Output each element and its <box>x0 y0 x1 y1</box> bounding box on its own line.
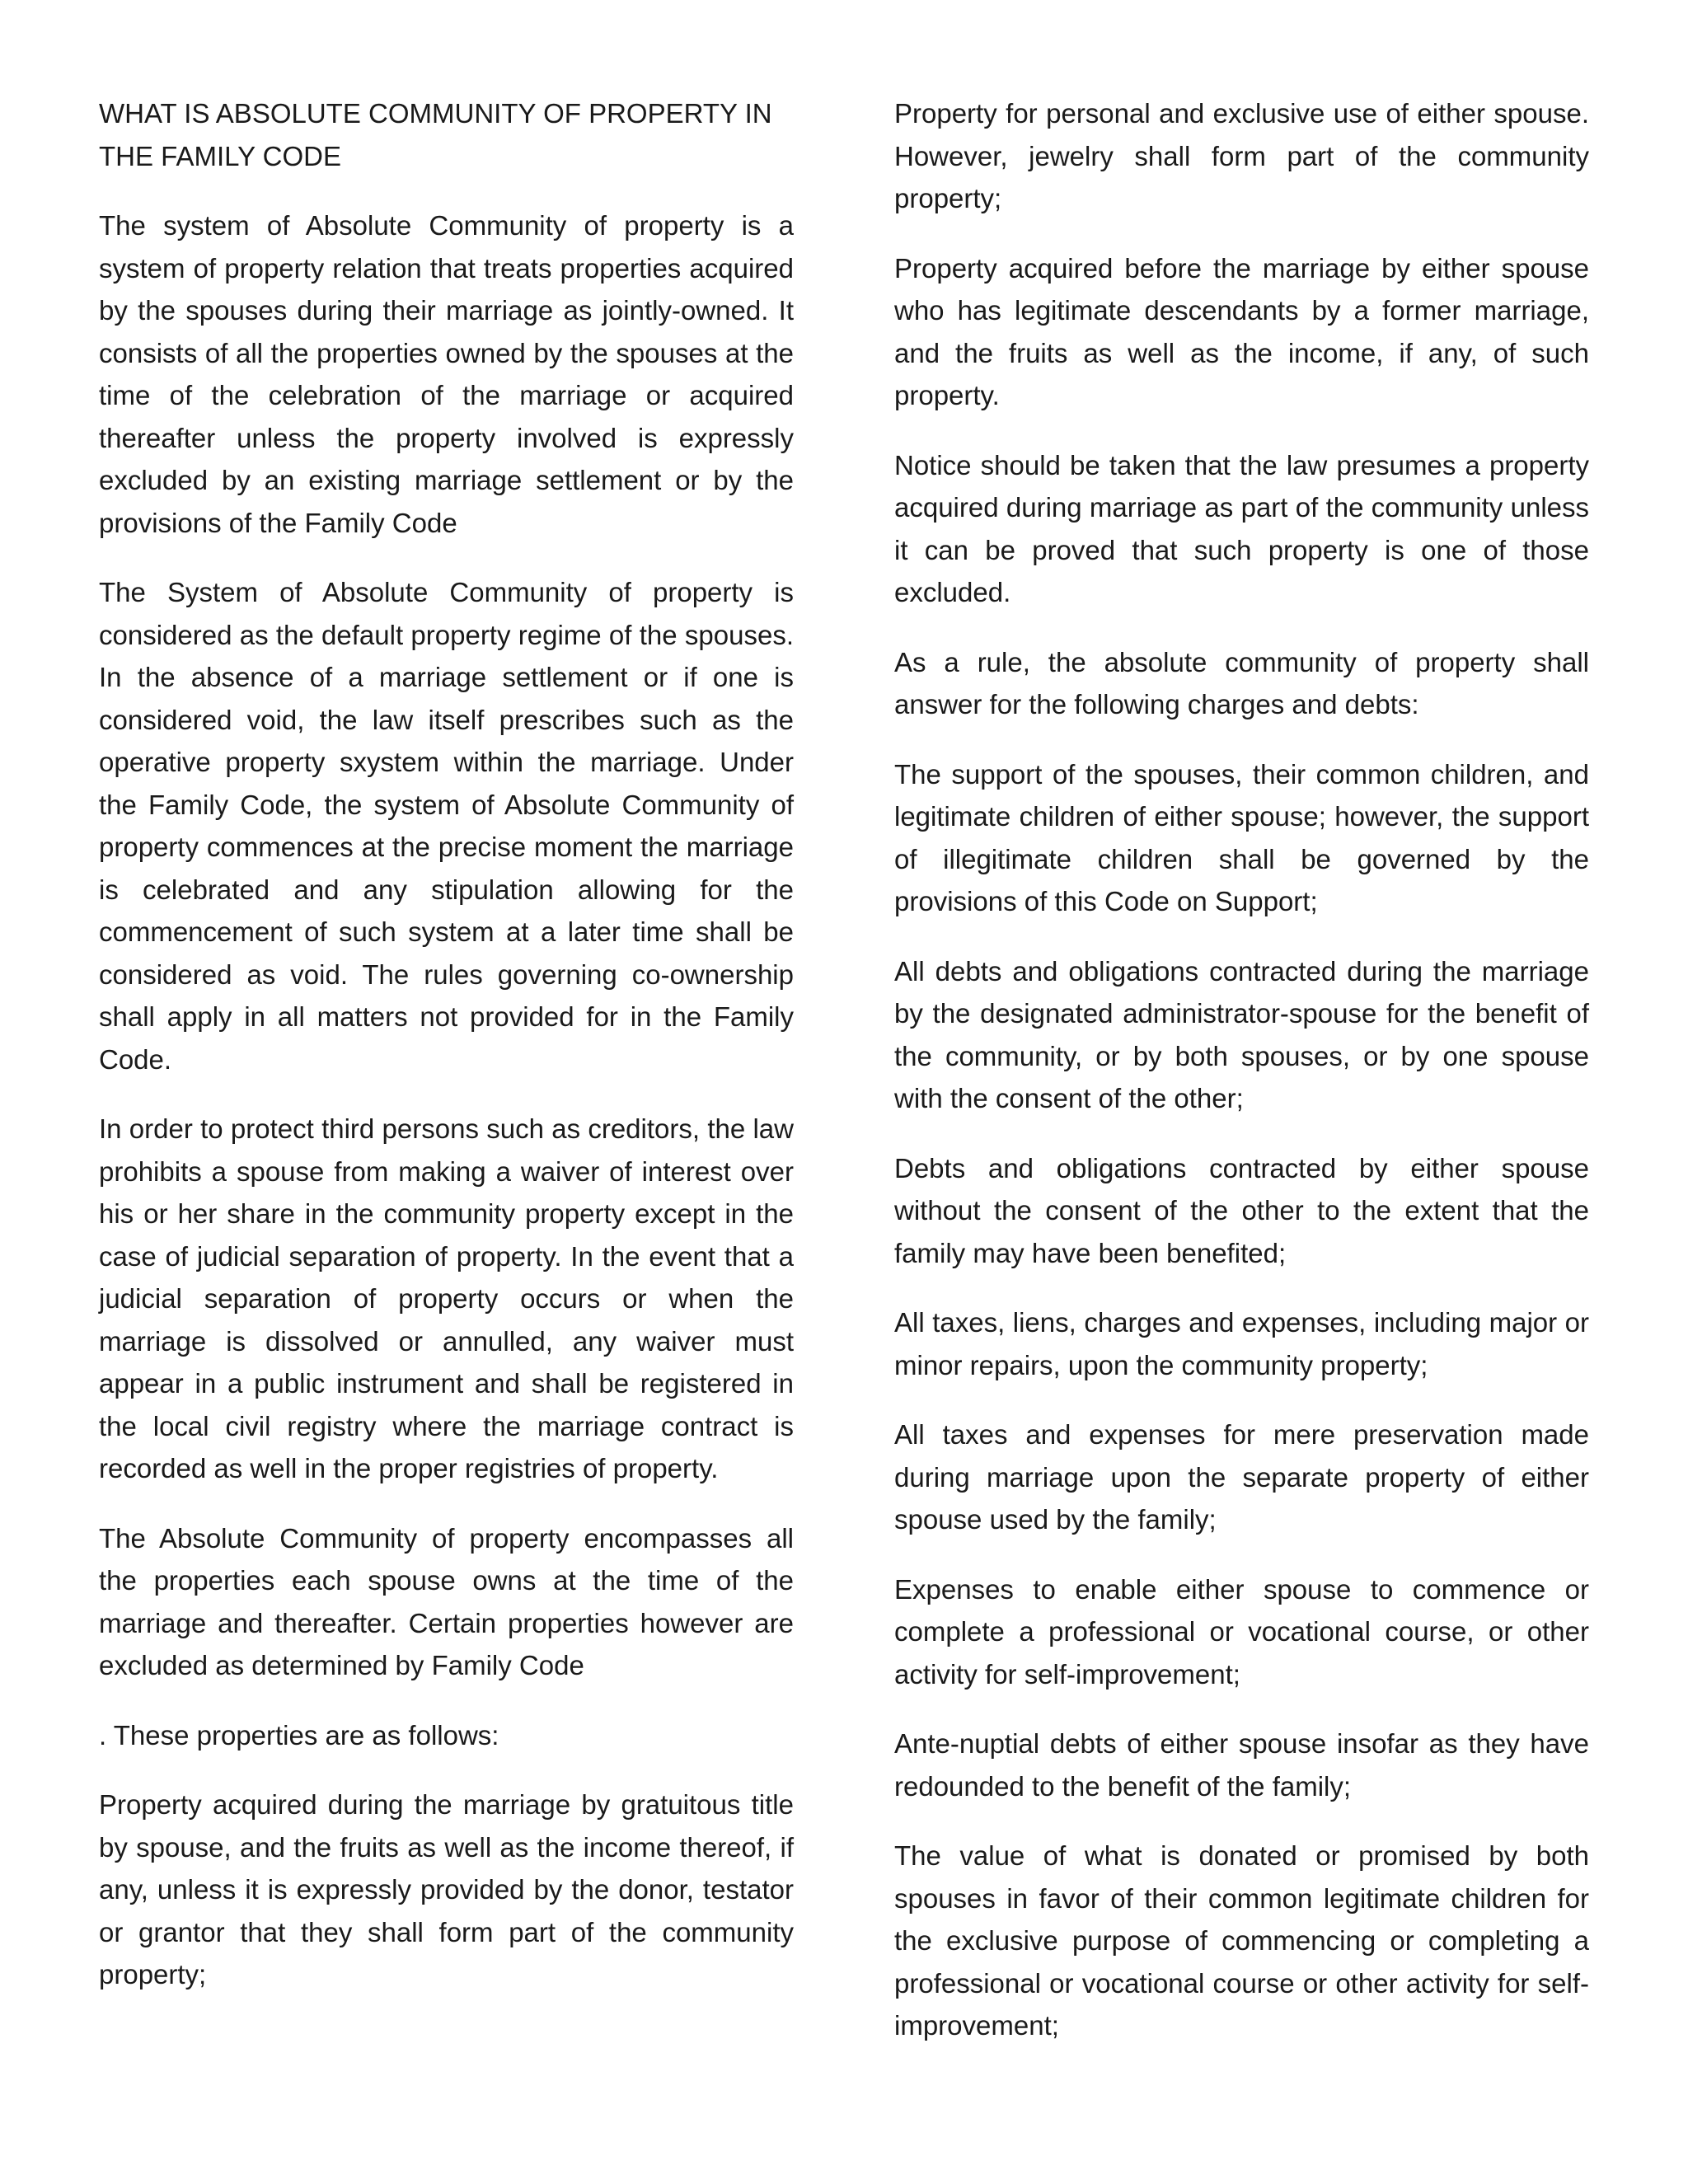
paragraph-excluded-gratuitous: Property acquired during the marriage by gratuitous title by spouse, and the fruits as well as the income thereof, if any, unless it is expressly provided by the donor, testator or grantor that they shall form part of the community property; <box>99 1789 794 1990</box>
paragraph-charge-education: Expenses to enable either spouse to commence or complete a professional or vocational course, or other activity for self-improvement; <box>894 1573 1589 1690</box>
paragraph-scope: The Absolute Community of property encompasses all the properties each spouse owns at the time of the marriage and thereafter. Certain properties however are excluded as determined by Family Code <box>99 1522 794 1680</box>
paragraph-default-regime: The System of Absolute Community of property is considered as the default property regime of the spouses. In the absence of a marriage settlement or if one is considered void, the law itself prescribes such as the operative property sxystem within the marriage. Under the Family Code, the system of Absolute Community of property commences at the precise moment the marriage is celebrated and any stipulation allowing for the commencement of such system at a later time shall be considered as void. The rules governing co-ownership shall apply in all matters not provided for in the Family Code. <box>99 577 794 1075</box>
paragraph-charge-debts-without-consent: Debts and obligations contracted by either spouse without the consent of the other to the extent that the family may have been benefited; <box>894 1152 1589 1268</box>
paragraph-excluded-personal-use: Property for personal and exclusive use of either spouse. However, jewelry shall form part of the community property; <box>894 98 1589 213</box>
paragraph-charge-support: The support of the spouses, their common children, and legitimate children of either spouse; however, the support of illegitimate children shall be governed by the provisions of this Code on Support; <box>894 758 1589 916</box>
right-column <box>894 92 1589 2074</box>
document-title: WHAT IS ABSOLUTE COMMUNITY OF PROPERTY IN THE FAMILY CODE <box>99 98 772 171</box>
paragraph-definition: The system of Absolute Community of property is a system of property relation that treats properties acquired by the spouses during their marriage as jointly-owned. It consists of all the properties owned by the spouses at the time of the celebration of the marriage or acquired thereafter unless the property involved is expressly excluded by an existing marriage settlement or by the provisions of the Family Code <box>99 210 794 538</box>
paragraph-waiver: In order to protect third persons such as creditors, the law prohibits a spouse from making a waiver of interest over his or her share in the community property except in the case of judicial separation of property. In the event that a judicial separation of property occurs or when the marriage is dissolved or annulled, any waiver must appear in a public instrument and shall be registered in the local civil registry where the marriage contract is recorded as well in the proper registries of property. <box>99 1113 794 1483</box>
paragraph-charge-donation: The value of what is donated or promised by both spouses in favor of their common legitimate children for the exclusive purpose of commencing or completing a professional or vocational course or other activity for self-improvement; <box>894 1840 1589 2041</box>
paragraph-excluded-intro: . These properties are as follows: <box>99 1719 499 1750</box>
paragraph-charge-preservation: All taxes and expenses for mere preservation made during marriage upon the separate property of either spouse used by the family; <box>894 1419 1589 1535</box>
left-column <box>99 92 794 2023</box>
paragraph-excluded-former-marriage: Property acquired before the marriage by either spouse who has legitimate descendants by a former marriage, and the fruits as well as the income, if any, of such property. <box>894 252 1589 410</box>
paragraph-charge-taxes-repairs: All taxes, liens, charges and expenses, including major or minor repairs, upon the community property; <box>894 1307 1589 1380</box>
paragraph-charge-debts-administrator: All debts and obligations contracted during the marriage by the designated administrator-spouse for the benefit of the community, or by both spouses, or by one spouse with the consent of the other; <box>894 955 1589 1113</box>
paragraph-charge-ante-nuptial: Ante-nuptial debts of either spouse insofar as they have redounded to the benefit of the family; <box>894 1728 1589 1802</box>
paragraph-presumption: Notice should be taken that the law presumes a property acquired during marriage as part of the community unless it can be proved that such property is one of those excluded. <box>894 449 1589 607</box>
paragraph-charges-intro: As a rule, the absolute community of property shall answer for the following charges and debts: <box>894 646 1589 719</box>
